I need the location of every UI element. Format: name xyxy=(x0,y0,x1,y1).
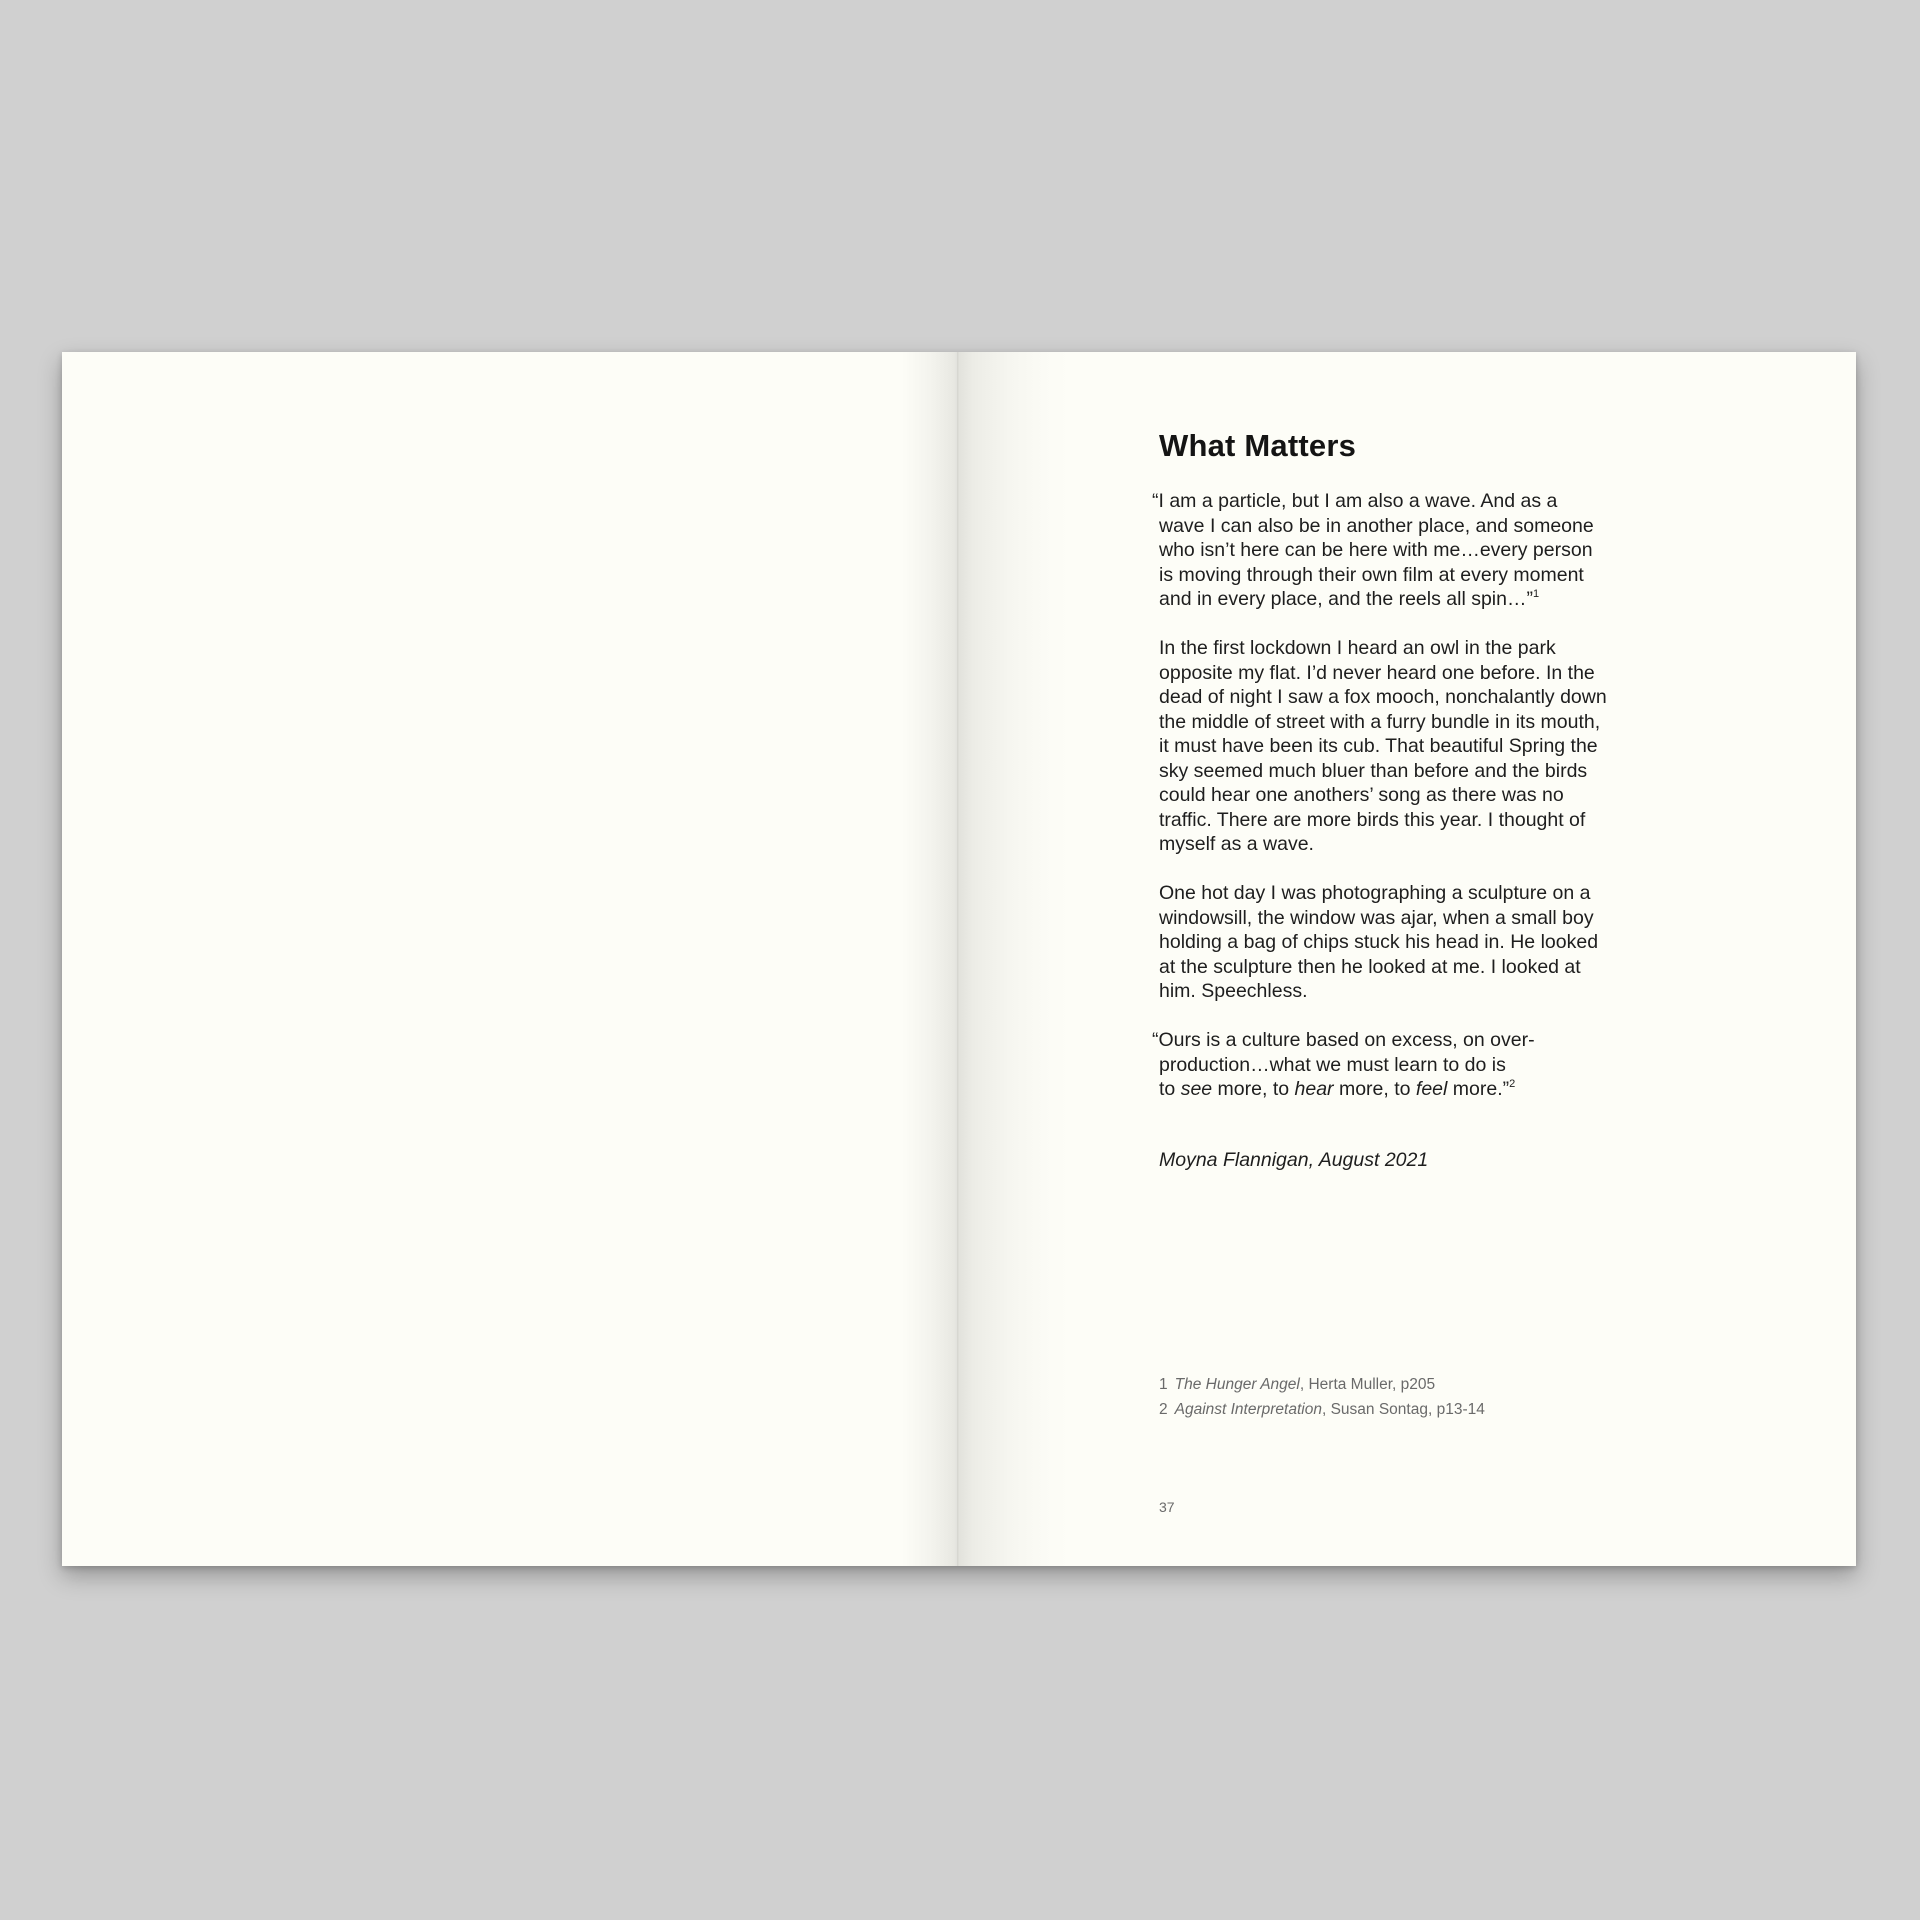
emphasis-see: see xyxy=(1180,1078,1213,1100)
body-line: myself as a wave. xyxy=(1159,833,1314,855)
footnotes xyxy=(1159,1373,1485,1422)
quote-line: “Ours is a culture based on excess, on over- xyxy=(1152,1029,1535,1051)
body-line: windowsill, the window was ajar, when a small boy xyxy=(1159,906,1594,929)
body-line: opposite my flat. I’d never heard one before. In the xyxy=(1159,661,1595,684)
quote-line: wave I can also be in another place, and someone xyxy=(1159,514,1594,537)
footnote-number: 1 xyxy=(1159,1376,1168,1393)
body-line: could hear one anothers’ song as there was no xyxy=(1159,784,1564,806)
quote-line: “I am a particle, but I am also a wave. And as a xyxy=(1152,490,1558,512)
body-line: sky seemed much bluer than before and the birds xyxy=(1159,759,1588,782)
body-line: traffic. There are more birds this year. I thought of xyxy=(1159,808,1586,831)
quote-line xyxy=(1159,1077,1535,1102)
right-page xyxy=(959,352,1856,1566)
quote-line-text: and in every place, and the reels all spin…” xyxy=(1159,588,1533,610)
closing-quote xyxy=(1152,1028,1535,1102)
emphasis-hear: hear xyxy=(1294,1078,1334,1100)
left-page-blank xyxy=(62,352,959,1566)
footnote-2 xyxy=(1159,1398,1485,1423)
body-line: at the sculpture then he looked at me. I looked at xyxy=(1159,955,1581,978)
quote-line xyxy=(1159,587,1594,612)
author-signature: Moyna Flannigan, August 2021 xyxy=(1159,1149,1429,1171)
opening-quote xyxy=(1152,489,1594,612)
book-gutter xyxy=(957,352,960,1566)
emphasis-feel: feel xyxy=(1415,1078,1448,1100)
body-line: it must have been its cub. That beautiful Spring the xyxy=(1159,735,1598,757)
body-line: In the first lockdown I heard an owl in the park xyxy=(1159,637,1556,659)
body-line: him. Speechless. xyxy=(1159,980,1308,1002)
footnote-ref-2: 2 xyxy=(1509,1078,1516,1090)
quote-text: more, to xyxy=(1212,1078,1295,1100)
book-spread xyxy=(62,352,1856,1566)
page-number: 37 xyxy=(1159,1499,1175,1515)
body-paragraph-2 xyxy=(1159,881,1598,1004)
body-line: dead of night I saw a fox mooch, nonchalantly down xyxy=(1159,686,1607,708)
quote-line: who isn’t here can be here with me…every person xyxy=(1159,539,1593,561)
page-title: What Matters xyxy=(1159,428,1357,463)
body-paragraph-1 xyxy=(1159,636,1607,857)
quote-line: production…what we must learn to do is xyxy=(1159,1053,1506,1076)
quote-text: to xyxy=(1159,1078,1181,1100)
footnote-number: 2 xyxy=(1159,1400,1168,1418)
footnote-ref-1: 1 xyxy=(1532,588,1540,600)
body-line: holding a bag of chips stuck his head in. He looked xyxy=(1159,931,1599,953)
quote-line: is moving through their own film at every moment xyxy=(1159,563,1584,586)
footnote-source: , Susan Sontag, p13-14 xyxy=(1321,1400,1485,1418)
body-line: the middle of street with a furry bundle in its mouth, xyxy=(1159,710,1601,733)
footnote-1 xyxy=(1159,1373,1485,1398)
quote-text: more.” xyxy=(1447,1078,1510,1100)
footnote-title: The Hunger Angel xyxy=(1174,1376,1300,1393)
footnote-title: Against Interpretation xyxy=(1174,1400,1322,1418)
footnote-source: , Herta Muller, p205 xyxy=(1299,1376,1436,1393)
body-line: One hot day I was photographing a sculpture on a xyxy=(1159,882,1591,904)
quote-text: more, to xyxy=(1333,1078,1416,1100)
